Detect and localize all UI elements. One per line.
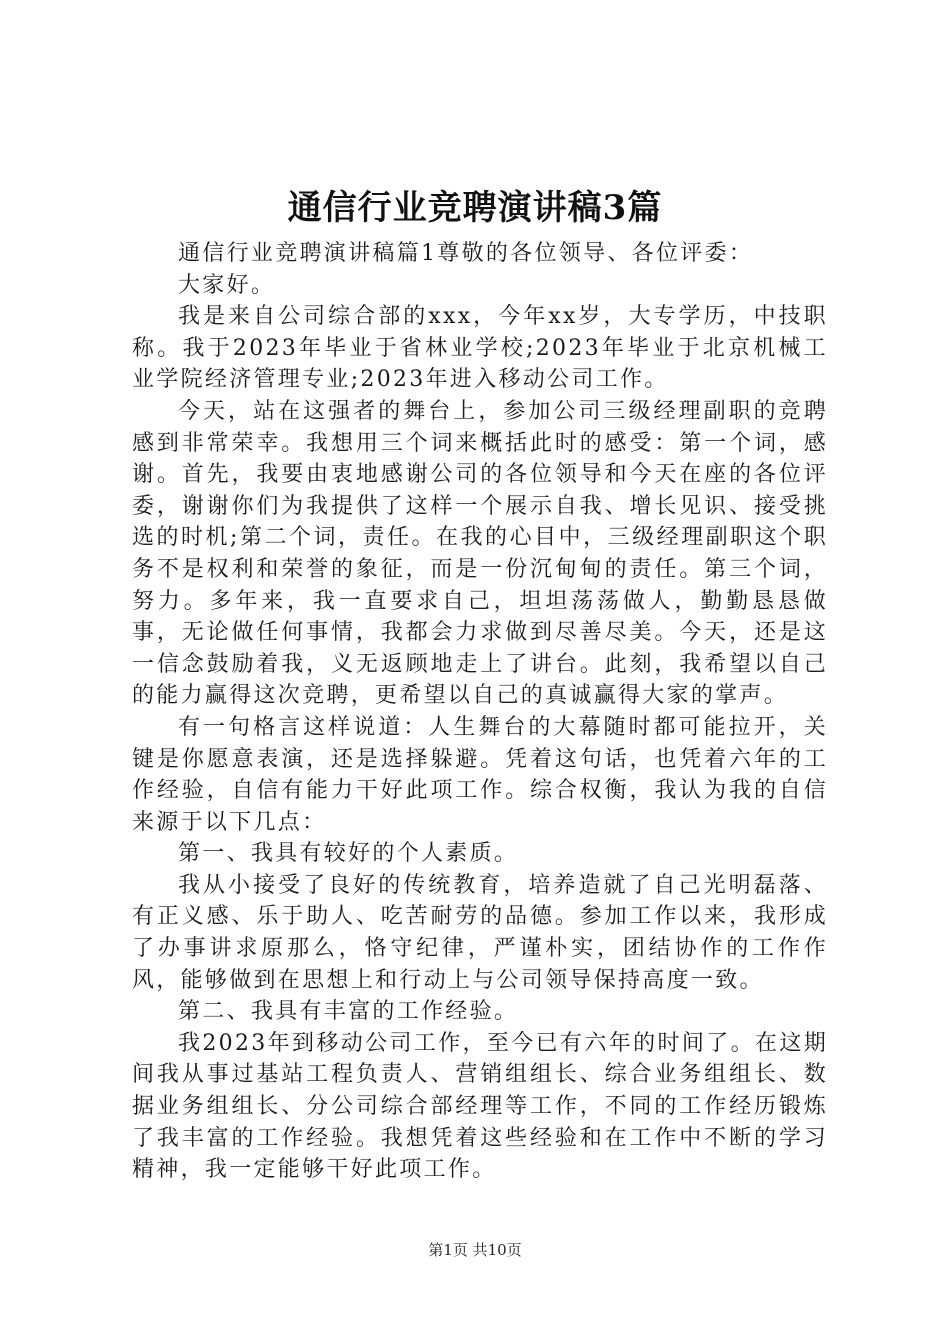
page-footer: 第1页 共10页 [428, 1241, 522, 1259]
document-body [132, 238, 828, 1186]
paragraph: 第一、我具有较好的个人素质。 [178, 841, 519, 867]
paragraph: 我2023年到移动公司工作，至今已有六年的时间了。在这期间我从事过基站工程负责人、营销组组长、综合业务组组长、数据业务组组长、分公司综合部经理等工作，不同的工作经历锻炼了我丰富的工作经验。我想凭着这些经验和在工作中不断的学习精神，我一定能够干好此项工作。 [132, 1030, 828, 1183]
paragraph: 通信行业竞聘演讲稿篇1尊敬的各位领导、各位评委： [178, 241, 754, 266]
paragraph: 我从小接受了良好的传统教育，培养造就了自己光明磊落、有正义感、乐于助人、吃苦耐劳的品德。参加工作以来，我形成了办事讲求原那么，恪守纪律，严谨朴实，团结协作的工作作风，能够做到在思想上和行动上与公司领导保持高度一致。 [132, 872, 828, 993]
paragraph: 今天，站在这强者的舞台上，参加公司三级经理副职的竞聘感到非常荣幸。我想用三个词来概括此时的感受：第一个词，感谢。首先，我要由衷地感谢公司的各位领导和今天在座的各位评委，谢谢你们为我提供了这样一个展示自我、增长见识、接受挑选的时机;第二个词，责任。在我的心目中，三级经理副职这个职务不是权利和荣誉的象征，而是一份沉甸甸的责任。第三个词，努力。多年来，我一直要求自己，坦坦荡荡做人，勤勤恳恳做事，无论做任何事情，我都会力求做到尽善尽美。今天，还是这一信念鼓励着我，义无返顾地走上了讲台。此刻，我希望以自己的能力赢得这次竞聘，更希望以自己的真诚赢得大家的掌声。 [132, 398, 828, 709]
paragraph: 第二、我具有丰富的工作经验。 [178, 999, 519, 1025]
document-title: 通信行业竞聘演讲稿3篇 [287, 188, 663, 228]
paragraph: 我是来自公司综合部的xxx，今年xx岁，大专学历，中技职称。我于2023年毕业于省林业学校;2023年毕业于北京机械工业学院经济管理专业;2023年进入移动公司工作。 [132, 304, 828, 393]
paragraph: 大家好。 [178, 272, 276, 298]
paragraph: 有一句格言这样说道：人生舞台的大幕随时都可能拉开，关键是你愿意表演，还是选择躲避。凭着这句话，也凭着六年的工作经验，自信有能力干好此项工作。综合权衡，我认为我的自信来源于以下几点： [132, 714, 828, 835]
